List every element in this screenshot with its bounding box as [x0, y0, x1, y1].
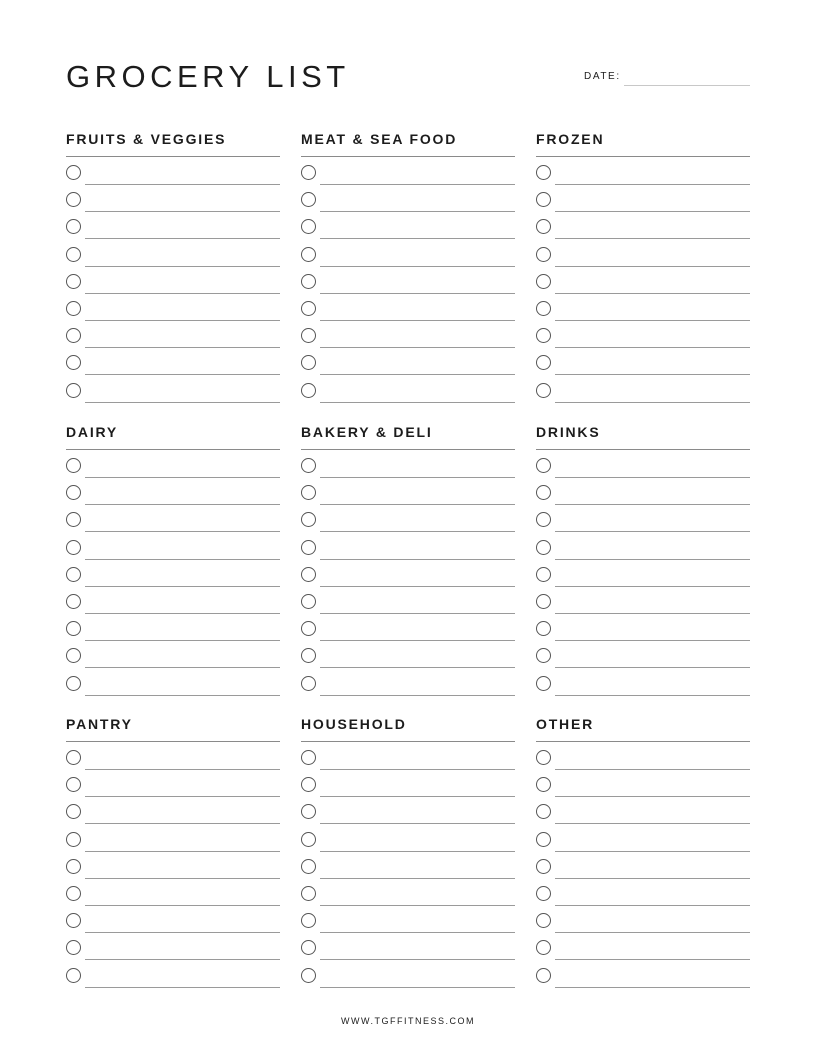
- list-item[interactable]: [301, 301, 515, 328]
- list-item[interactable]: [66, 567, 280, 594]
- item-write-line[interactable]: [320, 823, 515, 824]
- checkbox-circle-icon[interactable]: [536, 968, 551, 983]
- section-title: OTHER: [536, 716, 594, 732]
- list-item[interactable]: [301, 328, 515, 355]
- item-write-line[interactable]: [85, 211, 280, 212]
- checkbox-circle-icon[interactable]: [301, 165, 316, 180]
- item-write-line[interactable]: [555, 796, 750, 797]
- item-write-line[interactable]: [320, 320, 515, 321]
- item-write-line[interactable]: [85, 796, 280, 797]
- list-item[interactable]: [66, 274, 280, 301]
- list-item[interactable]: [301, 648, 515, 675]
- item-write-line[interactable]: [555, 504, 750, 505]
- list-item[interactable]: [536, 594, 750, 621]
- checkbox-circle-icon[interactable]: [66, 355, 81, 370]
- list-item[interactable]: [66, 458, 280, 485]
- checkbox-circle-icon[interactable]: [301, 777, 316, 792]
- list-item[interactable]: [536, 648, 750, 675]
- date-field[interactable]: [584, 70, 750, 88]
- section-frozen: [536, 130, 750, 400]
- list-item[interactable]: [536, 676, 750, 703]
- checkbox-circle-icon[interactable]: [536, 458, 551, 473]
- item-write-line[interactable]: [320, 504, 515, 505]
- checkbox-circle-icon[interactable]: [301, 968, 316, 983]
- list-item[interactable]: [536, 458, 750, 485]
- item-write-line[interactable]: [555, 184, 750, 185]
- item-write-line[interactable]: [555, 374, 750, 375]
- section-header-rule: [66, 741, 280, 742]
- item-write-line[interactable]: [320, 477, 515, 478]
- checkbox-circle-icon[interactable]: [66, 512, 81, 527]
- item-write-line[interactable]: [85, 320, 280, 321]
- item-write-line[interactable]: [320, 184, 515, 185]
- list-item[interactable]: [66, 832, 280, 859]
- item-write-line[interactable]: [320, 531, 515, 532]
- checkbox-circle-icon[interactable]: [301, 512, 316, 527]
- checkbox-circle-icon[interactable]: [66, 886, 81, 901]
- checkbox-circle-icon[interactable]: [301, 913, 316, 928]
- checkbox-circle-icon[interactable]: [66, 804, 81, 819]
- list-item[interactable]: [66, 219, 280, 246]
- checkbox-circle-icon[interactable]: [66, 383, 81, 398]
- checkbox-circle-icon[interactable]: [536, 832, 551, 847]
- checkbox-circle-icon[interactable]: [536, 621, 551, 636]
- checkbox-circle-icon[interactable]: [66, 968, 81, 983]
- list-item[interactable]: [66, 328, 280, 355]
- list-item[interactable]: [66, 940, 280, 967]
- section-bakery-deli: [301, 423, 515, 693]
- section-title: FRUITS & VEGGIES: [66, 131, 227, 147]
- section-header-rule: [301, 741, 515, 742]
- section-header-rule: [66, 156, 280, 157]
- checkbox-circle-icon[interactable]: [301, 648, 316, 663]
- list-item[interactable]: [536, 913, 750, 940]
- item-write-line[interactable]: [555, 613, 750, 614]
- item-write-line[interactable]: [555, 905, 750, 906]
- item-write-line[interactable]: [85, 238, 280, 239]
- checkbox-circle-icon[interactable]: [301, 355, 316, 370]
- item-write-line[interactable]: [555, 695, 750, 696]
- section-title: PANTRY: [66, 716, 133, 732]
- list-item[interactable]: [536, 328, 750, 355]
- checkbox-circle-icon[interactable]: [66, 676, 81, 691]
- checkbox-circle-icon[interactable]: [66, 832, 81, 847]
- item-write-line[interactable]: [555, 878, 750, 879]
- list-item[interactable]: [66, 968, 280, 995]
- checkbox-circle-icon[interactable]: [66, 777, 81, 792]
- checkbox-circle-icon[interactable]: [66, 328, 81, 343]
- list-item[interactable]: [301, 567, 515, 594]
- item-write-line[interactable]: [555, 477, 750, 478]
- checkbox-circle-icon[interactable]: [301, 540, 316, 555]
- section-header-rule: [536, 156, 750, 157]
- checkbox-circle-icon[interactable]: [66, 540, 81, 555]
- list-item[interactable]: [301, 165, 515, 192]
- item-write-line[interactable]: [85, 559, 280, 560]
- item-write-line[interactable]: [320, 374, 515, 375]
- checkbox-circle-icon[interactable]: [301, 940, 316, 955]
- list-item[interactable]: [66, 301, 280, 328]
- item-write-line[interactable]: [85, 374, 280, 375]
- section-title: BAKERY & DELI: [301, 424, 433, 440]
- list-item[interactable]: [301, 383, 515, 410]
- checkbox-circle-icon[interactable]: [536, 274, 551, 289]
- list-item[interactable]: [66, 594, 280, 621]
- checkbox-circle-icon[interactable]: [536, 567, 551, 582]
- item-write-line[interactable]: [85, 932, 280, 933]
- list-item[interactable]: [536, 750, 750, 777]
- list-item[interactable]: [301, 192, 515, 219]
- list-item[interactable]: [536, 247, 750, 274]
- checkbox-circle-icon[interactable]: [536, 750, 551, 765]
- list-item[interactable]: [301, 594, 515, 621]
- section-header-rule: [66, 449, 280, 450]
- item-write-line[interactable]: [320, 769, 515, 770]
- item-write-line[interactable]: [555, 640, 750, 641]
- list-item[interactable]: [66, 804, 280, 831]
- checkbox-circle-icon[interactable]: [301, 750, 316, 765]
- item-write-line[interactable]: [555, 531, 750, 532]
- list-item[interactable]: [66, 540, 280, 567]
- list-item[interactable]: [66, 886, 280, 913]
- list-item[interactable]: [301, 219, 515, 246]
- list-item[interactable]: [301, 512, 515, 539]
- checkbox-circle-icon[interactable]: [66, 165, 81, 180]
- item-write-line[interactable]: [555, 266, 750, 267]
- item-write-line[interactable]: [555, 586, 750, 587]
- checkbox-circle-icon[interactable]: [301, 886, 316, 901]
- list-item[interactable]: [301, 859, 515, 886]
- checkbox-circle-icon[interactable]: [536, 777, 551, 792]
- list-item[interactable]: [536, 165, 750, 192]
- item-write-line[interactable]: [85, 531, 280, 532]
- list-item[interactable]: [66, 165, 280, 192]
- item-write-line[interactable]: [555, 667, 750, 668]
- section-fruits-veggies: [66, 130, 280, 400]
- checkbox-circle-icon[interactable]: [301, 274, 316, 289]
- list-item[interactable]: [536, 940, 750, 967]
- item-write-line[interactable]: [85, 667, 280, 668]
- list-item[interactable]: [536, 355, 750, 382]
- item-write-line[interactable]: [320, 987, 515, 988]
- list-item[interactable]: [301, 968, 515, 995]
- item-write-line[interactable]: [85, 477, 280, 478]
- date-label: DATE:: [584, 71, 621, 82]
- checkbox-circle-icon[interactable]: [536, 648, 551, 663]
- list-item[interactable]: [536, 301, 750, 328]
- footer-website: WWW.TGFFITNESS.COM: [341, 1016, 475, 1026]
- list-item[interactable]: [536, 804, 750, 831]
- checkbox-circle-icon[interactable]: [536, 301, 551, 316]
- section-other: [536, 715, 750, 985]
- list-item[interactable]: [536, 832, 750, 859]
- list-item[interactable]: [536, 886, 750, 913]
- item-write-line[interactable]: [555, 347, 750, 348]
- list-item[interactable]: [301, 804, 515, 831]
- page-title: GROCERY LIST: [66, 59, 350, 94]
- item-write-line[interactable]: [320, 851, 515, 852]
- checkbox-circle-icon[interactable]: [536, 247, 551, 262]
- item-write-line[interactable]: [555, 320, 750, 321]
- checkbox-circle-icon[interactable]: [66, 648, 81, 663]
- section-title: DAIRY: [66, 424, 119, 440]
- item-write-line[interactable]: [320, 959, 515, 960]
- checkbox-circle-icon[interactable]: [301, 485, 316, 500]
- item-write-line[interactable]: [85, 293, 280, 294]
- section-title: FROZEN: [536, 131, 605, 147]
- item-write-line[interactable]: [320, 640, 515, 641]
- list-item[interactable]: [301, 274, 515, 301]
- checkbox-circle-icon[interactable]: [66, 913, 81, 928]
- checkbox-circle-icon[interactable]: [536, 512, 551, 527]
- checkbox-circle-icon[interactable]: [66, 567, 81, 582]
- checkbox-circle-icon[interactable]: [536, 165, 551, 180]
- item-write-line[interactable]: [320, 238, 515, 239]
- checkbox-circle-icon[interactable]: [66, 485, 81, 500]
- checkbox-circle-icon[interactable]: [66, 458, 81, 473]
- checkbox-circle-icon[interactable]: [536, 219, 551, 234]
- section-dairy: [66, 423, 280, 693]
- item-write-line[interactable]: [85, 613, 280, 614]
- checkbox-circle-icon[interactable]: [66, 594, 81, 609]
- checkbox-circle-icon[interactable]: [301, 621, 316, 636]
- list-item[interactable]: [536, 621, 750, 648]
- item-write-line[interactable]: [555, 238, 750, 239]
- list-item[interactable]: [66, 485, 280, 512]
- item-write-line[interactable]: [555, 559, 750, 560]
- item-write-line[interactable]: [85, 347, 280, 348]
- checkbox-circle-icon[interactable]: [66, 247, 81, 262]
- item-write-line[interactable]: [320, 932, 515, 933]
- list-item[interactable]: [301, 777, 515, 804]
- list-item[interactable]: [66, 777, 280, 804]
- checkbox-circle-icon[interactable]: [301, 859, 316, 874]
- list-item[interactable]: [301, 750, 515, 777]
- item-write-line[interactable]: [320, 347, 515, 348]
- list-item[interactable]: [66, 676, 280, 703]
- item-write-line[interactable]: [85, 640, 280, 641]
- list-item[interactable]: [301, 247, 515, 274]
- section-title: DRINKS: [536, 424, 601, 440]
- checkbox-circle-icon[interactable]: [536, 804, 551, 819]
- checkbox-circle-icon[interactable]: [536, 355, 551, 370]
- item-write-line[interactable]: [320, 211, 515, 212]
- item-write-line[interactable]: [555, 932, 750, 933]
- checkbox-circle-icon[interactable]: [301, 594, 316, 609]
- list-item[interactable]: [301, 940, 515, 967]
- checkbox-circle-icon[interactable]: [536, 940, 551, 955]
- list-item[interactable]: [536, 540, 750, 567]
- item-write-line[interactable]: [555, 959, 750, 960]
- list-item[interactable]: [301, 540, 515, 567]
- section-header-rule: [536, 449, 750, 450]
- checkbox-circle-icon[interactable]: [301, 832, 316, 847]
- item-write-line[interactable]: [85, 695, 280, 696]
- item-write-line[interactable]: [320, 586, 515, 587]
- list-item[interactable]: [66, 512, 280, 539]
- item-write-line[interactable]: [555, 987, 750, 988]
- checkbox-circle-icon[interactable]: [66, 859, 81, 874]
- checkbox-circle-icon[interactable]: [66, 940, 81, 955]
- checkbox-circle-icon[interactable]: [536, 328, 551, 343]
- checkbox-circle-icon[interactable]: [301, 458, 316, 473]
- item-write-line[interactable]: [320, 878, 515, 879]
- list-item[interactable]: [66, 383, 280, 410]
- checkbox-circle-icon[interactable]: [301, 676, 316, 691]
- list-item[interactable]: [301, 913, 515, 940]
- section-household: [301, 715, 515, 985]
- list-item[interactable]: [536, 485, 750, 512]
- item-write-line[interactable]: [85, 402, 280, 403]
- list-item[interactable]: [66, 355, 280, 382]
- list-item[interactable]: [536, 192, 750, 219]
- list-item[interactable]: [301, 485, 515, 512]
- item-write-line[interactable]: [85, 878, 280, 879]
- item-write-line[interactable]: [320, 293, 515, 294]
- list-item[interactable]: [536, 512, 750, 539]
- list-item[interactable]: [66, 648, 280, 675]
- list-item[interactable]: [301, 458, 515, 485]
- list-item[interactable]: [301, 676, 515, 703]
- item-write-line[interactable]: [320, 559, 515, 560]
- list-item[interactable]: [66, 192, 280, 219]
- item-write-line[interactable]: [320, 613, 515, 614]
- checkbox-circle-icon[interactable]: [536, 913, 551, 928]
- item-write-line[interactable]: [85, 851, 280, 852]
- checkbox-circle-icon[interactable]: [301, 192, 316, 207]
- item-write-line[interactable]: [85, 504, 280, 505]
- item-write-line[interactable]: [320, 695, 515, 696]
- checkbox-circle-icon[interactable]: [301, 219, 316, 234]
- section-drinks: [536, 423, 750, 693]
- section-header-rule: [536, 741, 750, 742]
- section-title: MEAT & SEA FOOD: [301, 131, 458, 147]
- checkbox-circle-icon[interactable]: [66, 274, 81, 289]
- item-write-line[interactable]: [85, 586, 280, 587]
- list-item[interactable]: [66, 621, 280, 648]
- item-write-line[interactable]: [320, 905, 515, 906]
- list-item[interactable]: [301, 832, 515, 859]
- checkbox-circle-icon[interactable]: [536, 676, 551, 691]
- list-item[interactable]: [66, 247, 280, 274]
- date-line[interactable]: [624, 85, 750, 86]
- checkbox-circle-icon[interactable]: [536, 886, 551, 901]
- list-item[interactable]: [536, 219, 750, 246]
- checkbox-circle-icon[interactable]: [301, 247, 316, 262]
- item-write-line[interactable]: [555, 293, 750, 294]
- item-write-line[interactable]: [555, 851, 750, 852]
- list-item[interactable]: [536, 777, 750, 804]
- item-write-line[interactable]: [85, 266, 280, 267]
- item-write-line[interactable]: [320, 402, 515, 403]
- section-pantry: [66, 715, 280, 985]
- item-write-line[interactable]: [85, 905, 280, 906]
- item-write-line[interactable]: [555, 823, 750, 824]
- item-write-line[interactable]: [320, 266, 515, 267]
- checkbox-circle-icon[interactable]: [301, 301, 316, 316]
- list-item[interactable]: [536, 567, 750, 594]
- list-item[interactable]: [301, 621, 515, 648]
- item-write-line[interactable]: [85, 823, 280, 824]
- checkbox-circle-icon[interactable]: [301, 328, 316, 343]
- checkbox-circle-icon[interactable]: [536, 192, 551, 207]
- item-write-line[interactable]: [320, 796, 515, 797]
- list-item[interactable]: [536, 968, 750, 995]
- section-header-rule: [301, 449, 515, 450]
- checkbox-circle-icon[interactable]: [536, 485, 551, 500]
- checkbox-circle-icon[interactable]: [301, 804, 316, 819]
- list-item[interactable]: [301, 886, 515, 913]
- item-write-line[interactable]: [320, 667, 515, 668]
- checkbox-circle-icon[interactable]: [301, 567, 316, 582]
- list-item[interactable]: [536, 383, 750, 410]
- list-item[interactable]: [66, 750, 280, 777]
- checkbox-circle-icon[interactable]: [536, 859, 551, 874]
- item-write-line[interactable]: [555, 402, 750, 403]
- checkbox-circle-icon[interactable]: [536, 594, 551, 609]
- checkbox-circle-icon[interactable]: [66, 750, 81, 765]
- list-item[interactable]: [66, 859, 280, 886]
- checkbox-circle-icon[interactable]: [66, 301, 81, 316]
- item-write-line[interactable]: [555, 769, 750, 770]
- section-header-rule: [301, 156, 515, 157]
- checkbox-circle-icon[interactable]: [66, 219, 81, 234]
- checkbox-circle-icon[interactable]: [301, 383, 316, 398]
- list-item[interactable]: [301, 355, 515, 382]
- checkbox-circle-icon[interactable]: [536, 540, 551, 555]
- list-item[interactable]: [66, 913, 280, 940]
- section-meat-sea-food: [301, 130, 515, 400]
- list-item[interactable]: [536, 274, 750, 301]
- checkbox-circle-icon[interactable]: [66, 621, 81, 636]
- item-write-line[interactable]: [85, 184, 280, 185]
- item-write-line[interactable]: [555, 211, 750, 212]
- section-title: HOUSEHOLD: [301, 716, 407, 732]
- checkbox-circle-icon[interactable]: [66, 192, 81, 207]
- list-item[interactable]: [536, 859, 750, 886]
- item-write-line[interactable]: [85, 959, 280, 960]
- item-write-line[interactable]: [85, 769, 280, 770]
- checkbox-circle-icon[interactable]: [536, 383, 551, 398]
- item-write-line[interactable]: [85, 987, 280, 988]
